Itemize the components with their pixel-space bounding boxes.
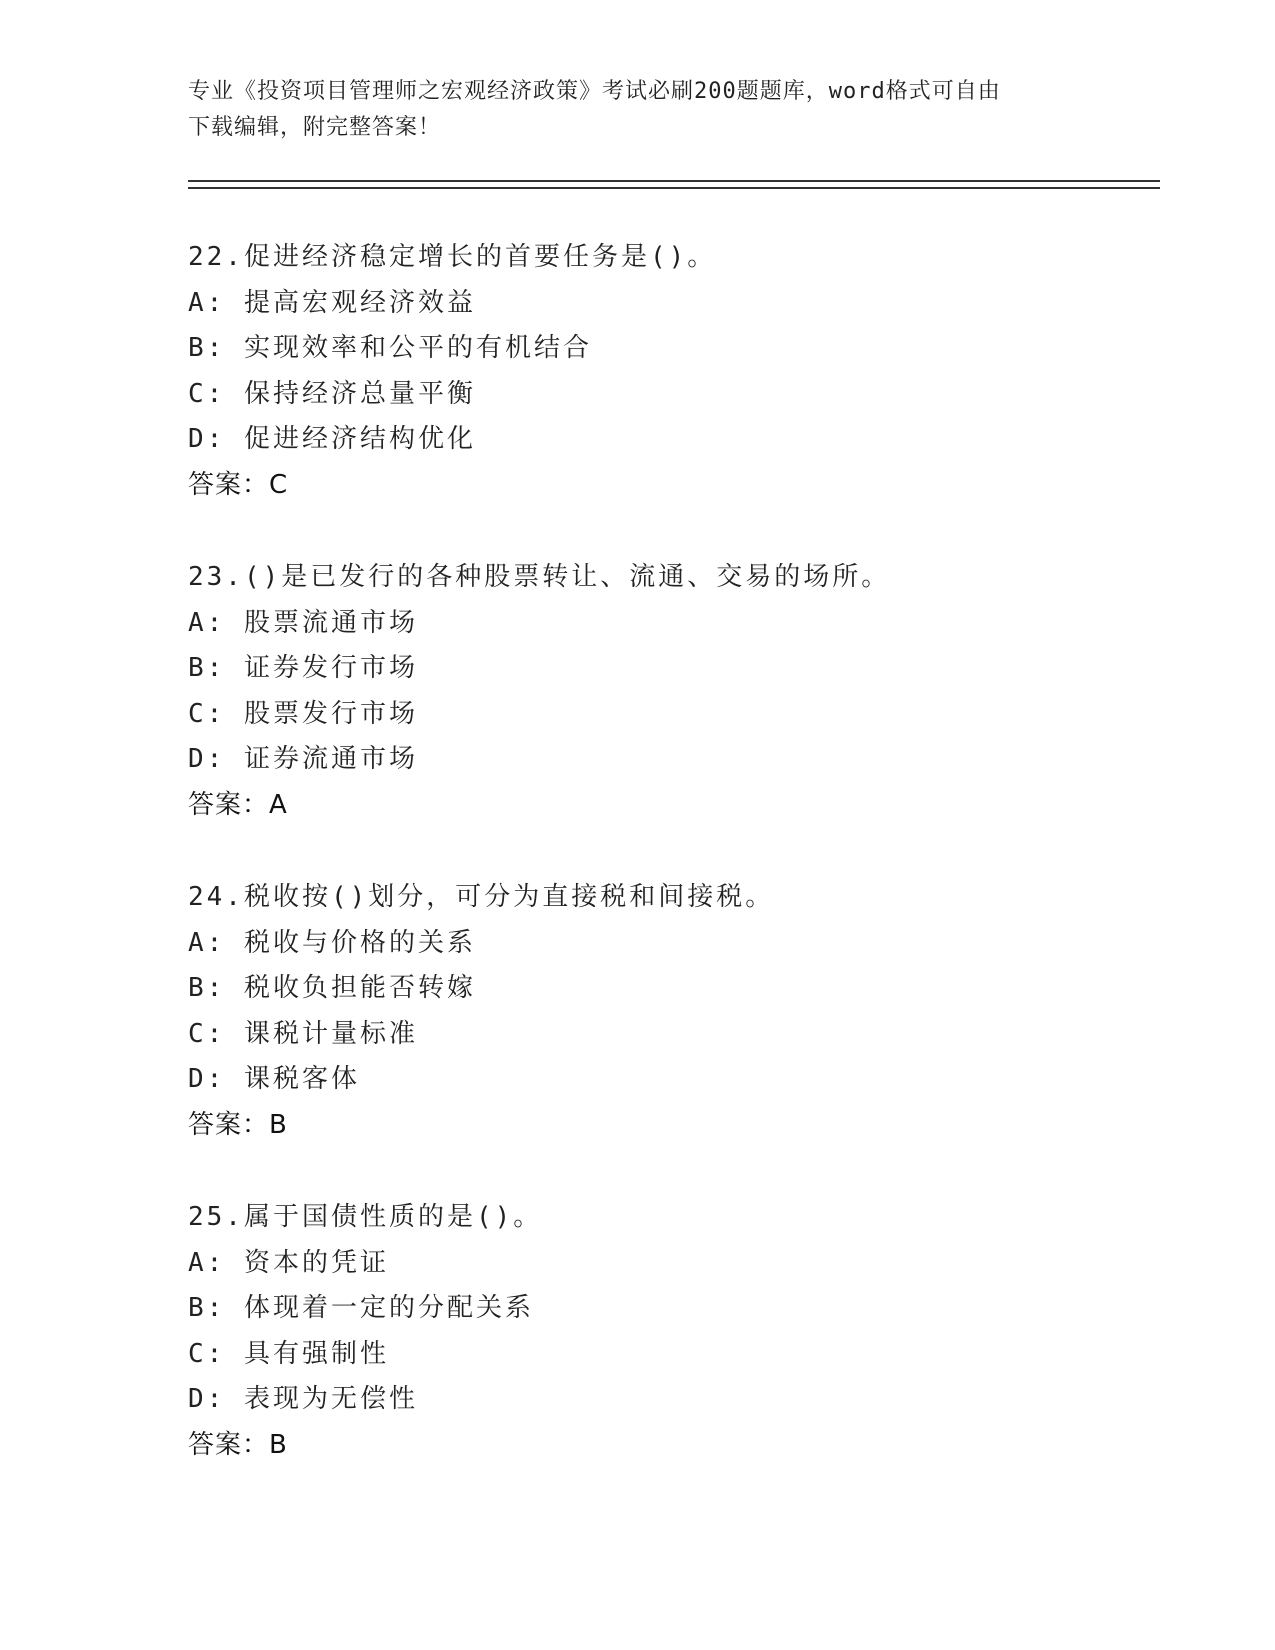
header-divider [188,180,1160,189]
option-d: D: 课税客体 [188,1064,360,1094]
question-stem: 23.()是已发行的各种股票转让、流通、交易的场所。 [188,562,891,592]
question-stem: 24.税收按()划分，可分为直接税和间接税。 [188,882,775,912]
question-25 [188,1195,1148,1468]
header-line-1: 专业《投资项目管理师之宏观经济政策》考试必刷200题题库，word格式可自由 [188,79,1001,104]
option-c: C: 课税计量标准 [188,1018,418,1049]
question-23 [188,555,1148,828]
question-stem: 22.促进经济稳定增长的首要任务是()。 [188,242,717,272]
header-line-2: 下载编辑，附完整答案！ [188,115,442,140]
answer: 答案：B [188,1429,288,1460]
option-b: B: 实现效率和公平的有机结合 [188,333,592,363]
document-header [188,74,1088,146]
answer: 答案：A [188,789,288,820]
option-b: B: 证券发行市场 [188,653,418,683]
question-24 [188,875,1148,1148]
option-c: C: 股票发行市场 [188,698,418,729]
question-22 [188,235,1148,508]
question-list [188,235,1148,1515]
option-a: A: 税收与价格的关系 [188,927,476,958]
option-c: C: 保持经济总量平衡 [188,378,476,409]
option-a: A: 提高宏观经济效益 [188,287,476,318]
option-d: D: 证券流通市场 [188,744,418,774]
option-b: B: 税收负担能否转嫁 [188,973,476,1003]
option-d: D: 促进经济结构优化 [188,424,476,454]
option-b: B: 体现着一定的分配关系 [188,1293,534,1323]
answer: 答案：B [188,1109,288,1140]
option-c: C: 具有强制性 [188,1338,389,1369]
option-d: D: 表现为无偿性 [188,1384,418,1414]
option-a: A: 资本的凭证 [188,1247,389,1278]
question-stem: 25.属于国债性质的是()。 [188,1202,543,1232]
answer: 答案：C [188,469,289,500]
option-a: A: 股票流通市场 [188,607,418,638]
